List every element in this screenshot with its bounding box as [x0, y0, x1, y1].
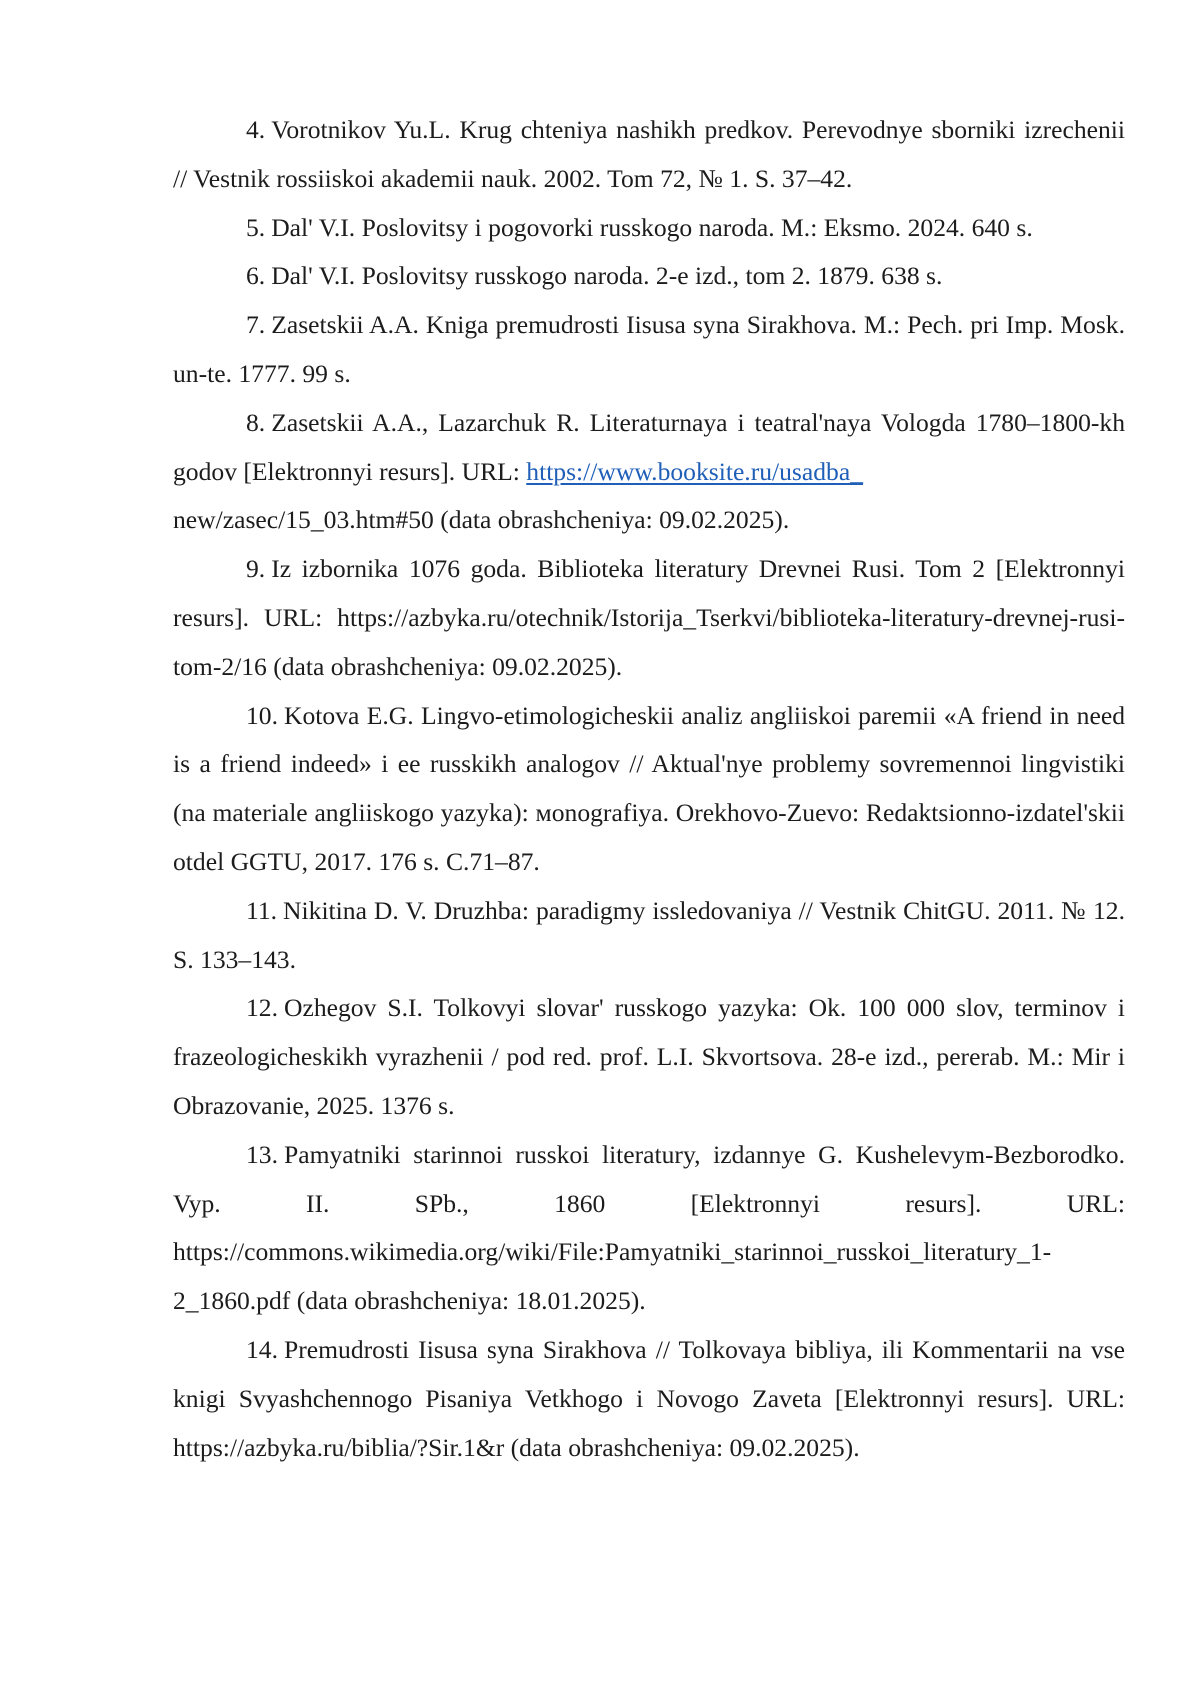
reference-text: Vorotnikov Yu.L. Krug chteniya nashikh predkov. Perevodnye sborniki izrechenii // Vestnik rossiiskoi akademii nauk. 2002. Tom 72, № 1. S. 37–42. — [173, 115, 1125, 193]
reference-number: 11. — [246, 896, 277, 925]
reference-text: Dal' V.I. Poslovitsy i pogovorki russkogo naroda. M.: Eksmo. 2024. 640 s. — [271, 213, 1033, 242]
reference-number: 4. — [246, 115, 265, 144]
reference-link[interactable]: https://www.booksite.ru/usadba_ — [526, 457, 863, 486]
reference-number: 8. — [246, 408, 265, 437]
reference-item — [173, 984, 1125, 1130]
reference-number: 7. — [246, 310, 265, 339]
reference-text: Nikitina D. V. Druzhba: paradigmy issledovaniya // Vestnik ChitGU. 2011. № 12. S. 133–143. — [173, 896, 1125, 974]
reference-text: Pamyatniki starinnoi russkoi literatury, izdannye G. Kushelevym-Bezborodko. Vyp. II. SPb., 1860 [Elektronnyi resurs]. URL: https://commons.wikimedia.org/wiki/File:Pamyatniki_starinnoi_russkoi_literatury_1-2_1860.pdf (data obrashcheniya: 18.01.2025). — [173, 1140, 1125, 1315]
reference-number: 10. — [246, 701, 278, 730]
reference-item — [173, 204, 1125, 253]
reference-number: 5. — [246, 213, 265, 242]
document-page — [0, 0, 1200, 1697]
reference-item — [173, 545, 1125, 691]
reference-text: Zasetskii A.A. Kniga premudrosti Iisusa syna Sirakhova. M.: Pech. pri Imp. Mosk. un-te. 1777. 99 s. — [173, 310, 1125, 388]
reference-item — [173, 301, 1125, 399]
reference-number: 14. — [246, 1335, 278, 1364]
reference-item — [173, 692, 1125, 887]
reference-number: 12. — [246, 993, 278, 1022]
reference-item — [173, 1326, 1125, 1472]
reference-text: Kotova E.G. Lingvo-etimologicheskii analiz angliiskoi paremii «A friend in need is a friend indeed» i ee russkikh analogov // Aktual'nye problemy sovremennoi lingvistiki (na materiale angliiskogo yazyka): мonografiya. Orekhovo-Zuevo: Redaktsionno-izdatel'skii otdel GGTU, 2017. 176 s. C.71–87. — [173, 701, 1125, 876]
reference-number: 13. — [246, 1140, 278, 1169]
reference-item — [173, 399, 1125, 545]
reference-item — [173, 1131, 1125, 1326]
reference-text: Iz izbornika 1076 goda. Biblioteka literatury Drevnei Rusi. Tom 2 [Elektronnyi resurs]. URL: https://azbyka.ru/otechnik/Istorija_Tserkvi/biblioteka-literatury-drevnej-rusi-tom-2/16 (data obrashcheniya: 09.02.2025). — [173, 554, 1125, 681]
reference-number: 9. — [246, 554, 265, 583]
reference-item — [173, 887, 1125, 985]
reference-list — [173, 106, 1125, 1472]
reference-item — [173, 106, 1125, 204]
reference-text: Dal' V.I. Poslovitsy russkogo naroda. 2-e izd., tom 2. 1879. 638 s. — [271, 261, 942, 290]
reference-text: Premudrosti Iisusa syna Sirakhova // Tolkovaya bibliya, ili Kommentarii na vse knigi Svyashchennogo Pisaniya Vetkhogo i Novogo Zaveta [Elektronnyi resurs]. URL: https://azbyka.ru/biblia/?Sir.1&r (data obrashcheniya: 09.02.2025). — [173, 1335, 1125, 1462]
reference-text: Zasetskii A.A., Lazarchuk R. Literaturnaya i teatral'naya Vologda 1780–1800-kh godov [Elektronnyi resurs]. URL: — [173, 408, 1125, 486]
reference-text-continued: new/zasec/15_03.htm#50 (data obrashcheniya: 09.02.2025). — [173, 505, 789, 534]
reference-item — [173, 252, 1125, 301]
reference-text: Ozhegov S.I. Tolkovyi slovar' russkogo yazyka: Ok. 100 000 slov, terminov i frazeologicheskikh vyrazhenii / pod red. prof. L.I. Skvortsova. 28-e izd., pererab. M.: Mir i Obrazovanie, 2025. 1376 s. — [173, 993, 1125, 1120]
reference-number: 6. — [246, 261, 265, 290]
